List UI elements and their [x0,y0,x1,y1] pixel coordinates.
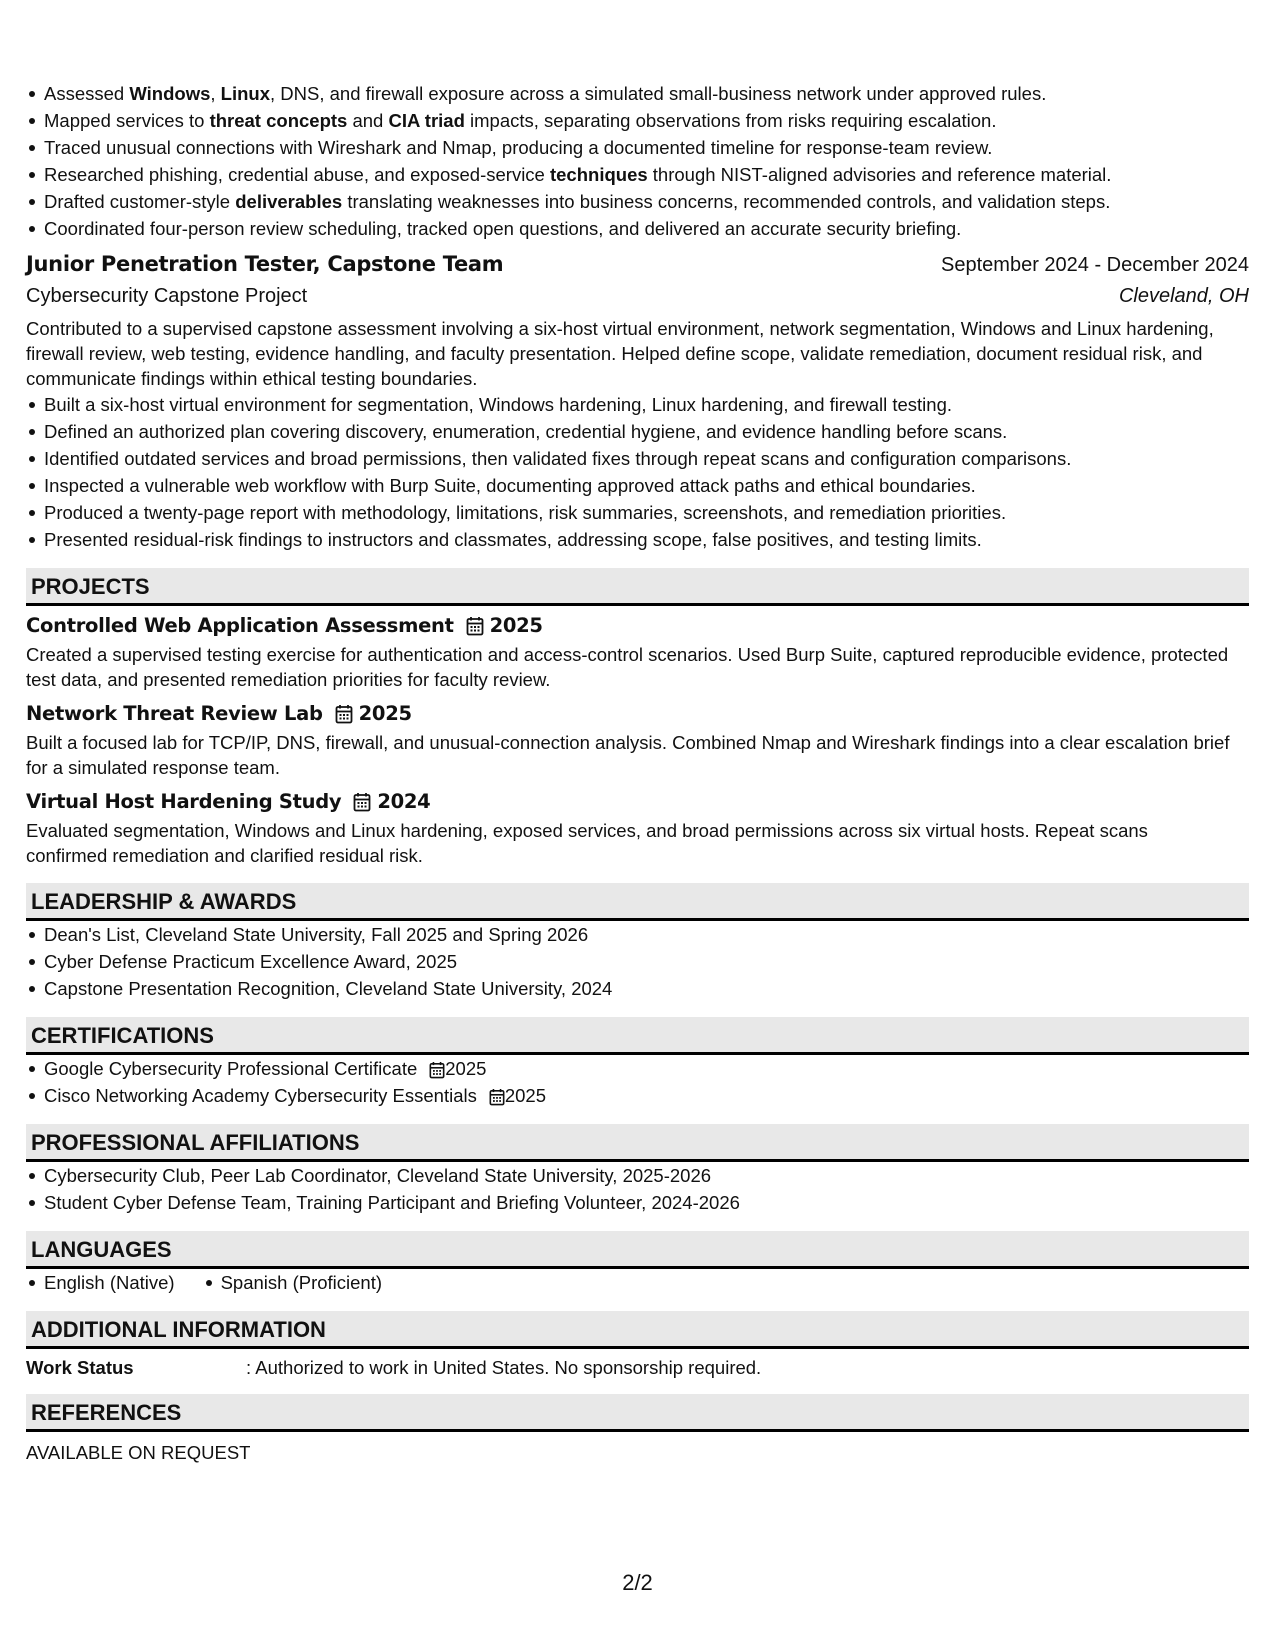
list-item [44,188,1249,215]
list-item [44,134,1249,161]
bullet-keyword: Windows [129,83,211,104]
project-year: 2025 [358,702,412,725]
certifications-list [26,1055,1249,1109]
project-year: 2024 [377,790,431,813]
project-description [26,818,1249,868]
list-item [44,161,1249,188]
bullet-keyword: CIA triad [388,110,465,131]
certifications-section [26,1017,1249,1109]
list-item: Presented residual-risk findings to instructors and classmates, addressing scope, false positives, and testing limits. [44,526,1249,553]
bullet-text: Traced unusual connections with Wireshark and Nmap, producing a documented timeline for response-team review. [44,137,993,158]
list-item: Dean's List, Cleveland State University, Fall 2025 and Spring 2026 [44,921,1249,948]
list-item: English (Native) [44,1269,175,1296]
bullet-text: Coordinated four-person review scheduling, tracked open questions, and delivered an accurate security briefing. [44,218,962,239]
list-item: Produced a twenty-page report with methodology, limitations, risk summaries, screenshots, and remediation priorities. [44,499,1249,526]
list-item: Spanish (Proficient) [221,1269,382,1296]
certification-year: 2025 [504,1085,547,1106]
list-item: Built a six-host virtual environment for segmentation, Windows hardening, Linux hardening, and firewall testing. [44,391,1249,418]
description-line: Evaluated segmentation, Windows and Linux hardening, exposed services, and broad permissions across six virtual hosts. Repeat scans [26,820,1148,841]
list-item [44,215,1249,242]
project-title: Virtual Host Hardening Study [26,790,342,813]
list-item [44,107,1249,134]
description-line: for a simulated response team. [26,757,280,778]
job-entry [26,252,1249,553]
bullet-text: , [210,83,221,104]
certification-name: Cisco Networking Academy Cybersecurity Essentials [44,1085,477,1106]
resume-page [26,80,1249,1464]
languages-list [26,1269,1249,1296]
project-year: 2025 [489,614,543,637]
description-line: test data, and presented remediation priorities for faculty review. [26,669,551,690]
calendar-icon [466,616,484,636]
leadership-section [26,883,1249,1002]
project-item [26,702,1249,780]
bullet-text: impacts, separating observations from risks requiring escalation. [464,110,997,131]
calendar-icon [489,1088,505,1106]
summary-line: firewall review, web testing, evidence handling, and faculty presentation. Helped define scope, validate remediation, document residual risk, and [26,343,1203,364]
certification-name: Google Cybersecurity Professional Certificate [44,1058,418,1079]
job-bullets [26,391,1249,553]
description-line: Built a focused lab for TCP/IP, DNS, firewall, and unusual-connection analysis. Combined Nmap and Wireshark findings into a clear escalation brief [26,732,1230,753]
list-item: Capstone Presentation Recognition, Cleveland State University, 2024 [44,975,1249,1002]
project-description [26,730,1249,780]
calendar-icon [353,792,371,812]
description-line: Created a supervised testing exercise for authentication and access-control scenarios. Used Burp Suite, captured reproducible evidence, protected [26,644,1229,665]
work-status-row [26,1357,1249,1379]
job-header [26,252,1249,277]
list-item: Cybersecurity Club, Peer Lab Coordinator, Cleveland State University, 2025-2026 [44,1162,1249,1189]
job-subheader [26,285,1249,308]
summary-line: communicate findings within ethical testing boundaries. [26,368,478,389]
job-summary [26,316,1249,391]
work-status-label: Work Status [26,1357,134,1378]
project-header [26,790,1249,813]
work-status-value: : Authorized to work in United States. No sponsorship required. [246,1357,762,1378]
list-item [44,1055,1249,1082]
bullet-keyword: threat concepts [209,110,348,131]
awards-list [26,921,1249,1002]
job-organization: Cybersecurity Capstone Project [26,285,308,307]
list-item [44,1082,1249,1109]
bullet-text: and [347,110,389,131]
project-title: Network Threat Review Lab [26,702,323,725]
affiliations-section [26,1124,1249,1216]
section-heading: PROFESSIONAL AFFILIATIONS [26,1124,1249,1162]
list-item: Student Cyber Defense Team, Training Participant and Briefing Volunteer, 2024-2026 [44,1189,1249,1216]
section-heading: PROJECTS [26,568,1249,606]
references-section [26,1394,1249,1464]
calendar-icon [335,704,353,724]
page-number: 2/2 [622,1570,653,1595]
section-heading: CERTIFICATIONS [26,1017,1249,1055]
languages-section [26,1231,1249,1296]
project-description [26,642,1249,692]
project-header [26,702,1249,725]
bullet-text: through NIST-aligned advisories and reference material. [647,164,1112,185]
summary-line: Contributed to a supervised capstone assessment involving a six-host virtual environment, network segmentation, Windows and Linux hardening, [26,318,1214,339]
calendar-icon [429,1061,445,1079]
list-item: Identified outdated services and broad permissions, then validated fixes through repeat scans and configuration comparisons. [44,445,1249,472]
section-heading: LEADERSHIP & AWARDS [26,883,1249,921]
bullet-text: translating weaknesses into business concerns, recommended controls, and validation steps. [342,191,1111,212]
job-dates: September 2024 - December 2024 [941,254,1249,276]
affiliations-list [26,1162,1249,1216]
list-item: Cyber Defense Practicum Excellence Award, 2025 [44,948,1249,975]
job-location: Cleveland, OH [1118,285,1249,307]
list-item [44,80,1249,107]
bullet-text: Mapped services to [44,110,210,131]
additional-info-section [26,1311,1249,1379]
projects-section [26,568,1249,868]
bullet-keyword: techniques [549,164,648,185]
bullet-text: Assessed [44,83,130,104]
list-item: Inspected a vulnerable web workflow with Burp Suite, documenting approved attack paths and ethical boundaries. [44,472,1249,499]
section-heading: ADDITIONAL INFORMATION [26,1311,1249,1349]
section-heading: LANGUAGES [26,1231,1249,1269]
references-text: AVAILABLE ON REQUEST [26,1442,251,1463]
job-title: Junior Penetration Tester, Capstone Team [26,252,504,276]
project-item [26,614,1249,692]
experience-bullets-continued [26,80,1249,242]
bullet-text: , DNS, and firewall exposure across a simulated small-business network under approved rules. [270,83,1047,104]
bullet-keyword: deliverables [235,191,343,212]
bullet-text: Drafted customer-style [44,191,236,212]
project-title: Controlled Web Application Assessment [26,614,454,637]
section-heading: REFERENCES [26,1394,1249,1432]
projects-list [26,614,1249,868]
description-line: confirmed remediation and clarified residual risk. [26,845,423,866]
list-item: Defined an authorized plan covering discovery, enumeration, credential hygiene, and evidence handling before scans. [44,418,1249,445]
certification-year: 2025 [445,1058,487,1079]
project-item [26,790,1249,868]
bullet-keyword: Linux [220,83,271,104]
bullet-text: Researched phishing, credential abuse, and exposed-service [44,164,550,185]
project-header [26,614,1249,637]
